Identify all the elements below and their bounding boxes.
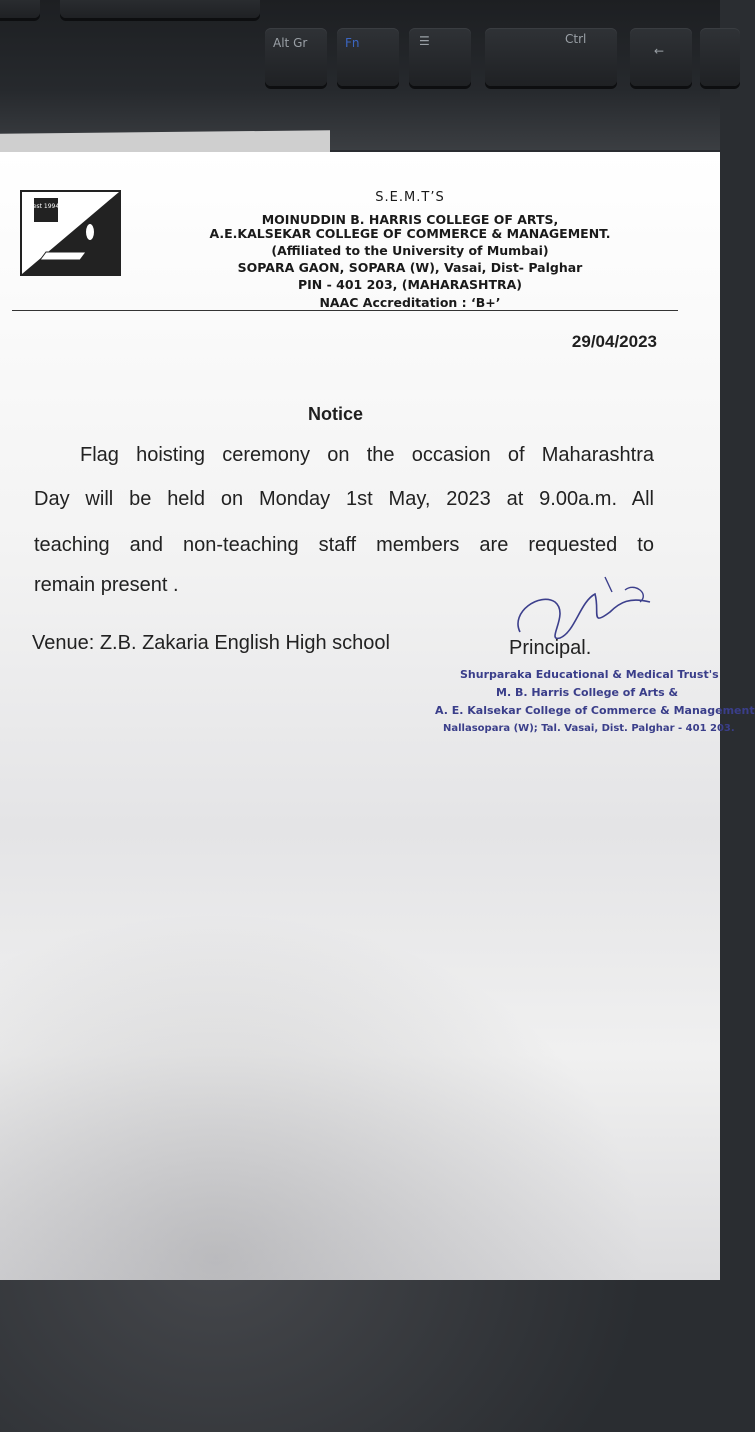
- arrow-left-icon: ←: [654, 44, 665, 58]
- venue: Venue: Z.B. Zakaria English High school: [32, 632, 390, 654]
- key-left-arrow: [630, 28, 692, 86]
- key-ctrl: Ctrl: [485, 28, 617, 86]
- key-blank-left: [0, 0, 40, 18]
- key-menu: [409, 28, 471, 86]
- college-line-1: MOINUDDIN B. HARRIS COLLEGE OF ARTS,: [261, 212, 559, 227]
- naac-accreditation: NAAC Accreditation : ‘B+’: [319, 295, 501, 310]
- stamp-line-3: A. E. Kalsekar College of Commerce & Management: [435, 704, 755, 717]
- stamp-line-4: Nallasopara (W); Tal. Vasai, Dist. Palghar - 401 203.: [443, 723, 735, 734]
- affiliation: (Affiliated to the University of Mumbai): [271, 243, 549, 258]
- pin: PIN - 401 203, (MAHARASHTRA): [297, 277, 523, 292]
- address: SOPARA GAON, SOPARA (W), Vasai, Dist- Palghar: [237, 260, 583, 275]
- menu-icon: ☰: [419, 34, 430, 48]
- key-blank: [60, 0, 260, 18]
- key-altgr: Alt Gr: [265, 28, 327, 86]
- stamp-line-1: Shurparaka Educational & Medical Trust's: [460, 668, 719, 681]
- notice-line-4: remain present .: [34, 574, 179, 596]
- key-fn: Fn: [337, 28, 399, 86]
- notice-line-2: Day will be held on Monday 1st May, 2023 at 9.00a.m. All: [34, 488, 654, 510]
- notice-line-1: Flag hoisting ceremony on the occasion of Maharashtra: [80, 444, 654, 466]
- notice-title: Notice: [308, 404, 364, 424]
- header-divider: [12, 310, 678, 311]
- stamp-line-2: M. B. Harris College of Arts &: [496, 686, 679, 699]
- college-line-2: A.E.KALSEKAR COLLEGE OF COMMERCE & MANAGEMENT.: [209, 226, 611, 241]
- keyboard: [0, 0, 720, 150]
- notice-date: 29/04/2023: [571, 332, 657, 351]
- key-edge: [700, 28, 740, 86]
- notice-paper: [0, 152, 755, 1280]
- trust-name: S.E.M.T’S: [375, 190, 445, 205]
- svg-text:est 1994: est 1994: [32, 203, 60, 210]
- notice-line-3: teaching and non-teaching staff members are requested to: [34, 534, 654, 556]
- college-logo: [20, 190, 121, 276]
- principal-title: Principal.: [509, 637, 592, 659]
